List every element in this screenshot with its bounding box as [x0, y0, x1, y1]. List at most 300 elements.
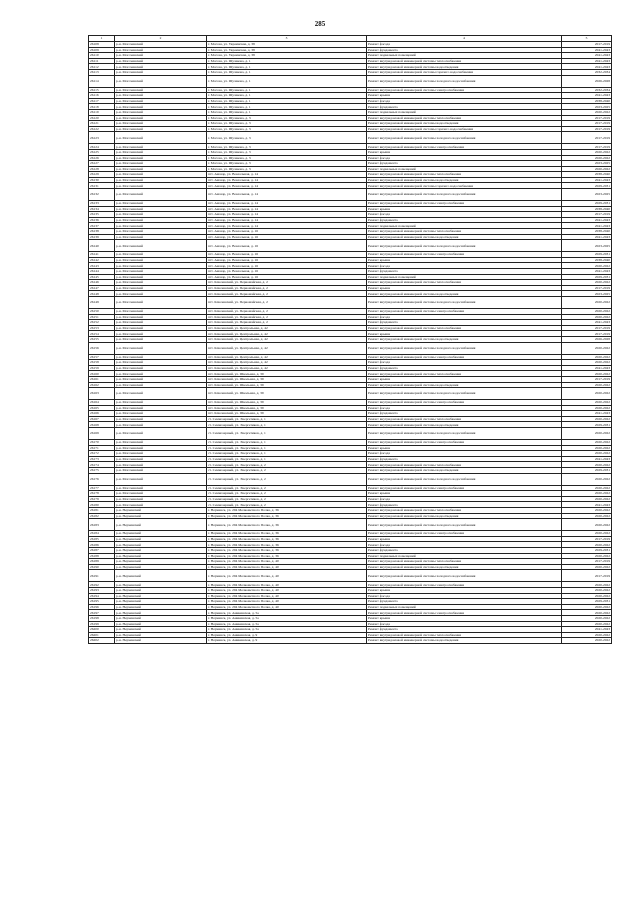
work-type-cell: Ремонт внутридомовой инженерной системы водоотведения: [367, 564, 562, 570]
address-cell: г. Могоча, ул. Шулакова, д. 3: [207, 132, 367, 144]
row-number-cell: 26177: [89, 485, 115, 491]
address-cell: ст. Семиозерный, ул. Энергетиков, д. 2: [207, 502, 367, 508]
district-cell: р-н. Могочинский: [115, 257, 207, 263]
address-cell: г. Нерчинск, ул. Аникинская, д. 5а: [207, 627, 367, 633]
row-number-cell: 26138: [89, 229, 115, 235]
address-cell: пгт. Ключевский, ул. Первомайская, д. 2: [207, 280, 367, 286]
district-cell: р-н. Нерчинский: [115, 587, 207, 593]
address-cell: ст. Семиозерный, ул. Энергетиков, д. 2: [207, 462, 367, 468]
district-cell: р-н. Нерчинский: [115, 627, 207, 633]
row-number-cell: 26157: [89, 354, 115, 360]
district-cell: р-н. Могочинский: [115, 166, 207, 172]
period-cell: 2041-2043: [562, 217, 612, 223]
district-cell: р-н. Могочинский: [115, 98, 207, 104]
district-cell: р-н. Могочинский: [115, 428, 207, 440]
period-cell: 2041-2043: [562, 223, 612, 229]
row-number-cell: 26200: [89, 627, 115, 633]
address-cell: пгт. Амазар, ул. Вокзальная, д. 14: [207, 223, 367, 229]
work-type-cell: Ремонт внутридомовой инженерной системы водоотведения: [367, 468, 562, 474]
district-cell: р-н. Могочинский: [115, 468, 207, 474]
period-cell: 2017-2019: [562, 126, 612, 132]
period-cell: 2041-2043: [562, 93, 612, 99]
address-cell: пгт. Ключевский, ул. Центральная, д. 42: [207, 342, 367, 354]
district-cell: р-н. Могочинский: [115, 274, 207, 280]
district-cell: р-н. Нерчинский: [115, 508, 207, 514]
address-cell: пгт. Амазар, ул. Вокзальная, д. 16: [207, 252, 367, 258]
row-number-cell: 26123: [89, 132, 115, 144]
address-cell: г. Нерчинск, ул. Аникинская, д. 9: [207, 638, 367, 644]
work-type-cell: Ремонт внутридомовой инженерной системы водоотведения: [367, 64, 562, 70]
row-number-cell: 26143: [89, 263, 115, 269]
district-cell: р-н. Нерчинский: [115, 531, 207, 537]
address-cell: пгт. Ключевский, ул. Школьная, д. 39: [207, 411, 367, 417]
address-cell: ст. Семиозерный, ул. Энергетиков, д. 1: [207, 422, 367, 428]
work-type-cell: Ремонт подвальных помещений: [367, 274, 562, 280]
period-cell: 2023-2025: [562, 240, 612, 252]
table-row: [89, 189, 612, 201]
district-cell: р-н. Могочинский: [115, 291, 207, 297]
address-cell: г. Нерчинск, ул. 294 Мелкометного Полка, д. 40: [207, 593, 367, 599]
district-cell: р-н. Могочинский: [115, 121, 207, 127]
district-cell: р-н. Могочинский: [115, 360, 207, 366]
address-cell: пгт. Ключевский, ул. Школьная, д. 39: [207, 371, 367, 377]
address-cell: пгт. Амазар, ул. Вокзальная, д. 14: [207, 206, 367, 212]
district-cell: р-н. Могочинский: [115, 502, 207, 508]
period-cell: 2020-2022: [562, 587, 612, 593]
district-cell: р-н. Могочинский: [115, 161, 207, 167]
district-cell: р-н. Могочинский: [115, 320, 207, 326]
work-type-cell: Ремонт внутридомовой инженерной системы теплоснабжения: [367, 508, 562, 514]
row-number-cell: 26124: [89, 144, 115, 150]
address-cell: пгт. Амазар, ул. Вокзальная, д. 16: [207, 263, 367, 269]
work-type-cell: Ремонт внутридомовой инженерной системы водоотведения: [367, 382, 562, 388]
work-type-cell: Ремонт внутридомовой инженерной системы холодного водоснабжения: [367, 342, 562, 354]
work-type-cell: Ремонт внутридомовой инженерной системы электроснабжения: [367, 201, 562, 207]
district-cell: р-н. Могочинский: [115, 400, 207, 406]
address-cell: г. Могоча, ул. Шулакова, д. 1: [207, 58, 367, 64]
period-cell: 2032-2034: [562, 69, 612, 75]
address-cell: г. Нерчинск, ул. 294 Мелкометного Полка, д. 40: [207, 599, 367, 605]
row-number-cell: 26195: [89, 599, 115, 605]
period-cell: 2020-2022: [562, 610, 612, 616]
row-number-cell: 26188: [89, 553, 115, 559]
period-cell: 2038-2040: [562, 206, 612, 212]
district-cell: р-н. Могочинский: [115, 126, 207, 132]
row-number-cell: 26133: [89, 201, 115, 207]
address-cell: пгт. Амазар, ул. Вокзальная, д. 14: [207, 212, 367, 218]
work-type-cell: Ремонт внутридомовой инженерной системы холодного водоснабжения: [367, 388, 562, 400]
address-cell: г. Нерчинск, ул. Аникинская, д. 5а: [207, 621, 367, 627]
district-cell: р-н. Нерчинский: [115, 621, 207, 627]
district-cell: р-н. Могочинский: [115, 212, 207, 218]
district-cell: р-н. Нерчинский: [115, 559, 207, 565]
address-cell: ст. Семиозерный, ул. Энергетиков, д. 1: [207, 416, 367, 422]
period-cell: 2020-2022: [562, 405, 612, 411]
work-type-cell: Ремонт внутридомовой инженерной системы электроснабжения: [367, 308, 562, 314]
district-cell: р-н. Могочинский: [115, 473, 207, 485]
row-number-cell: 26159: [89, 365, 115, 371]
period-cell: 2020-2022: [562, 371, 612, 377]
district-cell: р-н. Могочинский: [115, 280, 207, 286]
work-type-cell: Ремонт внутридомовой инженерной системы электроснабжения: [367, 485, 562, 491]
capital-repair-table: [88, 35, 612, 644]
district-cell: р-н. Могочинский: [115, 42, 207, 48]
district-cell: р-н. Могочинский: [115, 234, 207, 240]
district-cell: р-н. Могочинский: [115, 177, 207, 183]
row-number-cell: 26176: [89, 473, 115, 485]
district-cell: р-н. Могочинский: [115, 64, 207, 70]
address-cell: г. Могоча, ул. Шулакова, д. 3: [207, 155, 367, 161]
period-cell: 2020-2022: [562, 400, 612, 406]
row-number-cell: 26169: [89, 428, 115, 440]
district-cell: р-н. Могочинский: [115, 217, 207, 223]
row-number-cell: 26179: [89, 496, 115, 502]
row-number-cell: 26192: [89, 582, 115, 588]
row-number-cell: 26150: [89, 308, 115, 314]
address-cell: пгт. Ключевский, ул. Школьная, д. 39: [207, 388, 367, 400]
address-cell: пгт. Ключевский, ул. Школьная, д. 39: [207, 382, 367, 388]
period-cell: 2038-2040: [562, 229, 612, 235]
work-type-cell: Ремонт фундамента: [367, 269, 562, 275]
period-cell: 2020-2022: [562, 508, 612, 514]
row-number-cell: 26145: [89, 274, 115, 280]
work-type-cell: Ремонт внутридомовой инженерной системы холодного водоснабжения: [367, 75, 562, 87]
district-cell: р-н. Могочинский: [115, 201, 207, 207]
table-row: [89, 388, 612, 400]
district-cell: р-н. Могочинский: [115, 58, 207, 64]
table-row: [89, 75, 612, 87]
district-cell: р-н. Могочинский: [115, 109, 207, 115]
address-cell: г. Могоча, ул. Шулакова, д. 1: [207, 93, 367, 99]
address-cell: пгт. Амазар, ул. Вокзальная, д. 14: [207, 189, 367, 201]
address-cell: г. Нерчинск, ул. 294 Мелкометного Полка, д. 36: [207, 519, 367, 531]
period-cell: 2029-2031: [562, 599, 612, 605]
work-type-cell: Ремонт крыши: [367, 149, 562, 155]
row-number-cell: 26118: [89, 104, 115, 110]
work-type-cell: Ремонт крыши: [367, 257, 562, 263]
district-cell: р-н. Нерчинский: [115, 582, 207, 588]
table-row: [89, 519, 612, 531]
period-cell: 2017-2019: [562, 536, 612, 542]
address-cell: пгт. Ключевский, ул. Первомайская, д. 2: [207, 296, 367, 308]
work-type-cell: Ремонт крыши: [367, 93, 562, 99]
address-cell: пгт. Амазар, ул. Вокзальная, д. 16: [207, 274, 367, 280]
work-type-cell: Ремонт внутридомовой инженерной системы холодного водоснабжения: [367, 428, 562, 440]
row-number-cell: 26134: [89, 206, 115, 212]
period-cell: 2020-2022: [562, 582, 612, 588]
row-number-cell: 26193: [89, 587, 115, 593]
row-number-cell: 26144: [89, 269, 115, 275]
district-cell: р-н. Нерчинский: [115, 542, 207, 548]
address-cell: пгт. Ключевский, ул. Школьная, д. 39: [207, 376, 367, 382]
work-type-cell: Ремонт внутридомовой инженерной системы водоотведения: [367, 121, 562, 127]
address-cell: ст. Семиозерный, ул. Энергетиков, д. 1: [207, 428, 367, 440]
period-cell: 2020-2022: [562, 416, 612, 422]
district-cell: р-н. Могочинский: [115, 189, 207, 201]
work-type-cell: Ремонт подвальных помещений: [367, 109, 562, 115]
address-cell: г. Могоча, ул. Шулакова, д. 1: [207, 64, 367, 70]
work-type-cell: Ремонт фундамента: [367, 47, 562, 53]
row-number-cell: 26194: [89, 593, 115, 599]
row-number-cell: 26182: [89, 513, 115, 519]
row-number-cell: 26168: [89, 422, 115, 428]
row-number-cell: 26129: [89, 172, 115, 178]
row-number-cell: 26135: [89, 212, 115, 218]
address-cell: г. Нерчинск, ул. Аникинская, д. 9: [207, 632, 367, 638]
period-cell: 2020-2022: [562, 615, 612, 621]
address-cell: пгт. Ключевский, ул. Центральная, д. 42: [207, 331, 367, 337]
table-row: [89, 296, 612, 308]
district-cell: р-н. Могочинский: [115, 336, 207, 342]
period-cell: 2041-2043: [562, 411, 612, 417]
row-number-cell: 26142: [89, 257, 115, 263]
row-number-cell: 26127: [89, 161, 115, 167]
address-cell: г. Могоча, ул. Шулакова, д. 1: [207, 69, 367, 75]
address-cell: ст. Семиозерный, ул. Энергетиков, д. 2: [207, 468, 367, 474]
district-cell: р-н. Могочинский: [115, 285, 207, 291]
table-row: [89, 342, 612, 354]
period-cell: 2020-2022: [562, 440, 612, 446]
work-type-cell: Ремонт фасада: [367, 155, 562, 161]
address-cell: г. Нерчинск, ул. 294 Мелкометного Полка, д. 36: [207, 536, 367, 542]
address-cell: ст. Семиозерный, ул. Энергетиков, д. 1: [207, 445, 367, 451]
row-number-cell: 26126: [89, 155, 115, 161]
address-cell: г. Нерчинск, ул. 294 Мелкометного Полка, д. 36: [207, 542, 367, 548]
row-number-cell: 26167: [89, 416, 115, 422]
district-cell: р-н. Могочинский: [115, 456, 207, 462]
work-type-cell: Ремонт внутридомовой инженерной системы теплоснабжения: [367, 172, 562, 178]
work-type-cell: Ремонт внутридомовой инженерной системы водоотведения: [367, 177, 562, 183]
work-type-cell: Ремонт фундамента: [367, 547, 562, 553]
period-cell: 2020-2022: [562, 564, 612, 570]
district-cell: р-н. Могочинский: [115, 69, 207, 75]
period-cell: 2020-2022: [562, 491, 612, 497]
period-cell: 2017-2019: [562, 115, 612, 121]
district-cell: р-н. Нерчинский: [115, 604, 207, 610]
row-number-cell: 26148: [89, 291, 115, 297]
work-type-cell: Ремонт внутридомовой инженерной системы электроснабжения: [367, 144, 562, 150]
row-number-cell: 26139: [89, 234, 115, 240]
period-cell: 2017-2019: [562, 559, 612, 565]
work-type-cell: Ремонт фасада: [367, 593, 562, 599]
period-cell: 2032-2034: [562, 87, 612, 93]
work-type-cell: Ремонт внутридомовой инженерной системы холодного водоснабжения: [367, 570, 562, 582]
work-type-cell: Ремонт крыши: [367, 206, 562, 212]
work-type-cell: Ремонт крыши: [367, 376, 562, 382]
district-cell: р-н. Могочинский: [115, 47, 207, 53]
period-cell: 2020-2022: [562, 308, 612, 314]
work-type-cell: Ремонт внутридомовой инженерной системы водоотведения: [367, 422, 562, 428]
row-number-cell: 26166: [89, 411, 115, 417]
district-cell: р-н. Могочинский: [115, 149, 207, 155]
district-cell: р-н. Нерчинский: [115, 536, 207, 542]
period-cell: 2023-2025: [562, 189, 612, 201]
district-cell: р-н. Могочинский: [115, 229, 207, 235]
work-type-cell: Ремонт внутридомовой инженерной системы электроснабжения: [367, 610, 562, 616]
district-cell: р-н. Могочинский: [115, 371, 207, 377]
row-number-cell: 26174: [89, 462, 115, 468]
district-cell: р-н. Могочинский: [115, 87, 207, 93]
work-type-cell: Ремонт внутридомовой инженерной системы горячего водоснабжения: [367, 69, 562, 75]
address-cell: пгт. Ключевский, ул. Центральная, д. 42: [207, 365, 367, 371]
work-type-cell: Ремонт подвальных помещений: [367, 53, 562, 59]
period-cell: 2029-2031: [562, 422, 612, 428]
row-number-cell: 26149: [89, 296, 115, 308]
district-cell: р-н. Могочинский: [115, 485, 207, 491]
period-cell: 2020-2022: [562, 314, 612, 320]
row-number-cell: 26164: [89, 400, 115, 406]
address-cell: г. Нерчинск, ул. 294 Мелкометного Полка, д. 36: [207, 547, 367, 553]
row-number-cell: 26147: [89, 285, 115, 291]
period-cell: 2017-2019: [562, 144, 612, 150]
header-cell: 5: [562, 36, 612, 42]
work-type-cell: Ремонт внутридомовой инженерной системы теплоснабжения: [367, 58, 562, 64]
address-cell: ст. Семиозерный, ул. Энергетиков, д. 1: [207, 451, 367, 457]
row-number-cell: 26198: [89, 615, 115, 621]
period-cell: 2023-2025: [562, 104, 612, 110]
address-cell: г. Нерчинск, ул. Аникинская, д. 5а: [207, 615, 367, 621]
work-type-cell: Ремонт фасада: [367, 314, 562, 320]
row-number-cell: 26196: [89, 604, 115, 610]
work-type-cell: Ремонт внутридомовой инженерной системы электроснабжения: [367, 354, 562, 360]
district-cell: р-н. Могочинский: [115, 269, 207, 275]
period-cell: 2020-2022: [562, 473, 612, 485]
district-cell: р-н. Нерчинский: [115, 553, 207, 559]
row-number-cell: 26154: [89, 331, 115, 337]
work-type-cell: Ремонт фундамента: [367, 104, 562, 110]
district-cell: р-н. Могочинский: [115, 325, 207, 331]
district-cell: р-н. Нерчинский: [115, 599, 207, 605]
work-type-cell: Ремонт внутридомовой инженерной системы электроснабжения: [367, 531, 562, 537]
address-cell: г. Нерчинск, ул. 294 Мелкометного Полка, д. 40: [207, 570, 367, 582]
row-number-cell: 26160: [89, 371, 115, 377]
row-number-cell: 26171: [89, 445, 115, 451]
district-cell: р-н. Могочинский: [115, 132, 207, 144]
address-cell: пгт. Амазар, ул. Вокзальная, д. 14: [207, 177, 367, 183]
period-cell: 2020-2022: [562, 354, 612, 360]
address-cell: г. Могоча, ул. Украинская, д. 38: [207, 42, 367, 48]
period-cell: 2020-2022: [562, 342, 612, 354]
district-cell: р-н. Могочинский: [115, 75, 207, 87]
address-cell: пгт. Ключевский, ул. Школьная, д. 39: [207, 405, 367, 411]
period-cell: 2026-2028: [562, 336, 612, 342]
address-cell: г. Нерчинск, ул. 294 Мелкометного Полка, д. 40: [207, 564, 367, 570]
row-number-cell: 26141: [89, 252, 115, 258]
district-cell: р-н. Могочинский: [115, 491, 207, 497]
work-type-cell: Ремонт внутридомовой инженерной системы электроснабжения: [367, 440, 562, 446]
row-number-cell: 26185: [89, 536, 115, 542]
work-type-cell: Ремонт фасада: [367, 496, 562, 502]
table-row: [89, 638, 612, 644]
address-cell: г. Могоча, ул. Шулакова, д. 1: [207, 109, 367, 115]
period-cell: 2041-2043: [562, 64, 612, 70]
period-cell: 2041-2043: [562, 320, 612, 326]
address-cell: пгт. Ключевский, ул. Первомайская, д. 2: [207, 314, 367, 320]
district-cell: р-н. Нерчинский: [115, 610, 207, 616]
period-cell: 2041-2043: [562, 47, 612, 53]
row-number-cell: 26197: [89, 610, 115, 616]
row-number-cell: 26162: [89, 382, 115, 388]
address-cell: г. Нерчинск, ул. 294 Мелкометного Полка, д. 40: [207, 582, 367, 588]
district-cell: р-н. Могочинский: [115, 104, 207, 110]
period-cell: 2017-2019: [562, 212, 612, 218]
row-number-cell: 26186: [89, 542, 115, 548]
district-cell: р-н. Нерчинский: [115, 570, 207, 582]
district-cell: р-н. Могочинский: [115, 365, 207, 371]
address-cell: пгт. Ключевский, ул. Школьная, д. 39: [207, 400, 367, 406]
period-cell: 2020-2022: [562, 462, 612, 468]
work-type-cell: Ремонт фасада: [367, 405, 562, 411]
work-type-cell: Ремонт внутридомовой инженерной системы теплоснабжения: [367, 371, 562, 377]
district-cell: р-н. Могочинский: [115, 144, 207, 150]
row-number-cell: 26109: [89, 47, 115, 53]
row-number-cell: 26140: [89, 240, 115, 252]
address-cell: пгт. Ключевский, ул. Первомайская, д. 2: [207, 308, 367, 314]
row-number-cell: 26180: [89, 502, 115, 508]
work-type-cell: Ремонт внутридомовой инженерной системы водоотведения: [367, 638, 562, 644]
row-number-cell: 26189: [89, 559, 115, 565]
address-cell: пгт. Амазар, ул. Вокзальная, д. 14: [207, 201, 367, 207]
period-cell: 2020-2022: [562, 485, 612, 491]
work-type-cell: Ремонт фундамента: [367, 365, 562, 371]
period-cell: 2038-2040: [562, 257, 612, 263]
work-type-cell: Ремонт внутридомовой инженерной системы водоотведения: [367, 336, 562, 342]
work-type-cell: Ремонт внутридомовой инженерной системы холодного водоснабжения: [367, 296, 562, 308]
district-cell: р-н. Нерчинский: [115, 513, 207, 519]
address-cell: г. Могоча, ул. Украинская, д. 38: [207, 47, 367, 53]
row-number-cell: 26116: [89, 93, 115, 99]
period-cell: 2020-2022: [562, 445, 612, 451]
row-number-cell: 26190: [89, 564, 115, 570]
address-cell: ст. Семиозерный, ул. Энергетиков, д. 1: [207, 440, 367, 446]
period-cell: 2020-2022: [562, 360, 612, 366]
district-cell: р-н. Могочинский: [115, 263, 207, 269]
work-type-cell: Ремонт фундамента: [367, 627, 562, 633]
district-cell: р-н. Могочинский: [115, 440, 207, 446]
work-type-cell: Ремонт подвальных помещений: [367, 604, 562, 610]
period-cell: 2020-2022: [562, 382, 612, 388]
period-cell: 2041-2043: [562, 269, 612, 275]
row-number-cell: 26153: [89, 325, 115, 331]
period-cell: 2029-2031: [562, 252, 612, 258]
period-cell: 2038-2040: [562, 172, 612, 178]
period-cell: 2020-2022: [562, 531, 612, 537]
address-cell: г. Нерчинск, ул. 294 Мелкометного Полка, д. 40: [207, 587, 367, 593]
work-type-cell: Ремонт внутридомовой инженерной системы теплоснабжения: [367, 462, 562, 468]
row-number-cell: 26125: [89, 149, 115, 155]
address-cell: г. Могоча, ул. Украинская, д. 38: [207, 53, 367, 59]
district-cell: р-н. Нерчинский: [115, 632, 207, 638]
address-cell: г. Могоча, ул. Шулакова, д. 1: [207, 75, 367, 87]
work-type-cell: Ремонт внутридомовой инженерной системы холодного водоснабжения: [367, 132, 562, 144]
address-cell: г. Могоча, ул. Шулакова, д. 3: [207, 166, 367, 172]
district-cell: р-н. Могочинский: [115, 155, 207, 161]
period-cell: 2020-2022: [562, 604, 612, 610]
work-type-cell: Ремонт внутридомовой инженерной системы теплоснабжения: [367, 632, 562, 638]
period-cell: 2017-2019: [562, 325, 612, 331]
work-type-cell: Ремонт крыши: [367, 331, 562, 337]
work-type-cell: Ремонт внутридомовой инженерной системы холодного водоснабжения: [367, 473, 562, 485]
row-number-cell: 26115: [89, 87, 115, 93]
work-type-cell: Ремонт крыши: [367, 536, 562, 542]
address-cell: г. Могоча, ул. Шулакова, д. 1: [207, 104, 367, 110]
table-row: [89, 240, 612, 252]
work-type-cell: Ремонт внутридомовой инженерной системы холодного водоснабжения: [367, 189, 562, 201]
period-cell: 2020-2022: [562, 166, 612, 172]
header-cell: 1: [89, 36, 115, 42]
address-cell: г. Могоча, ул. Шулакова, д. 3: [207, 115, 367, 121]
address-cell: пгт. Амазар, ул. Вокзальная, д. 14: [207, 217, 367, 223]
